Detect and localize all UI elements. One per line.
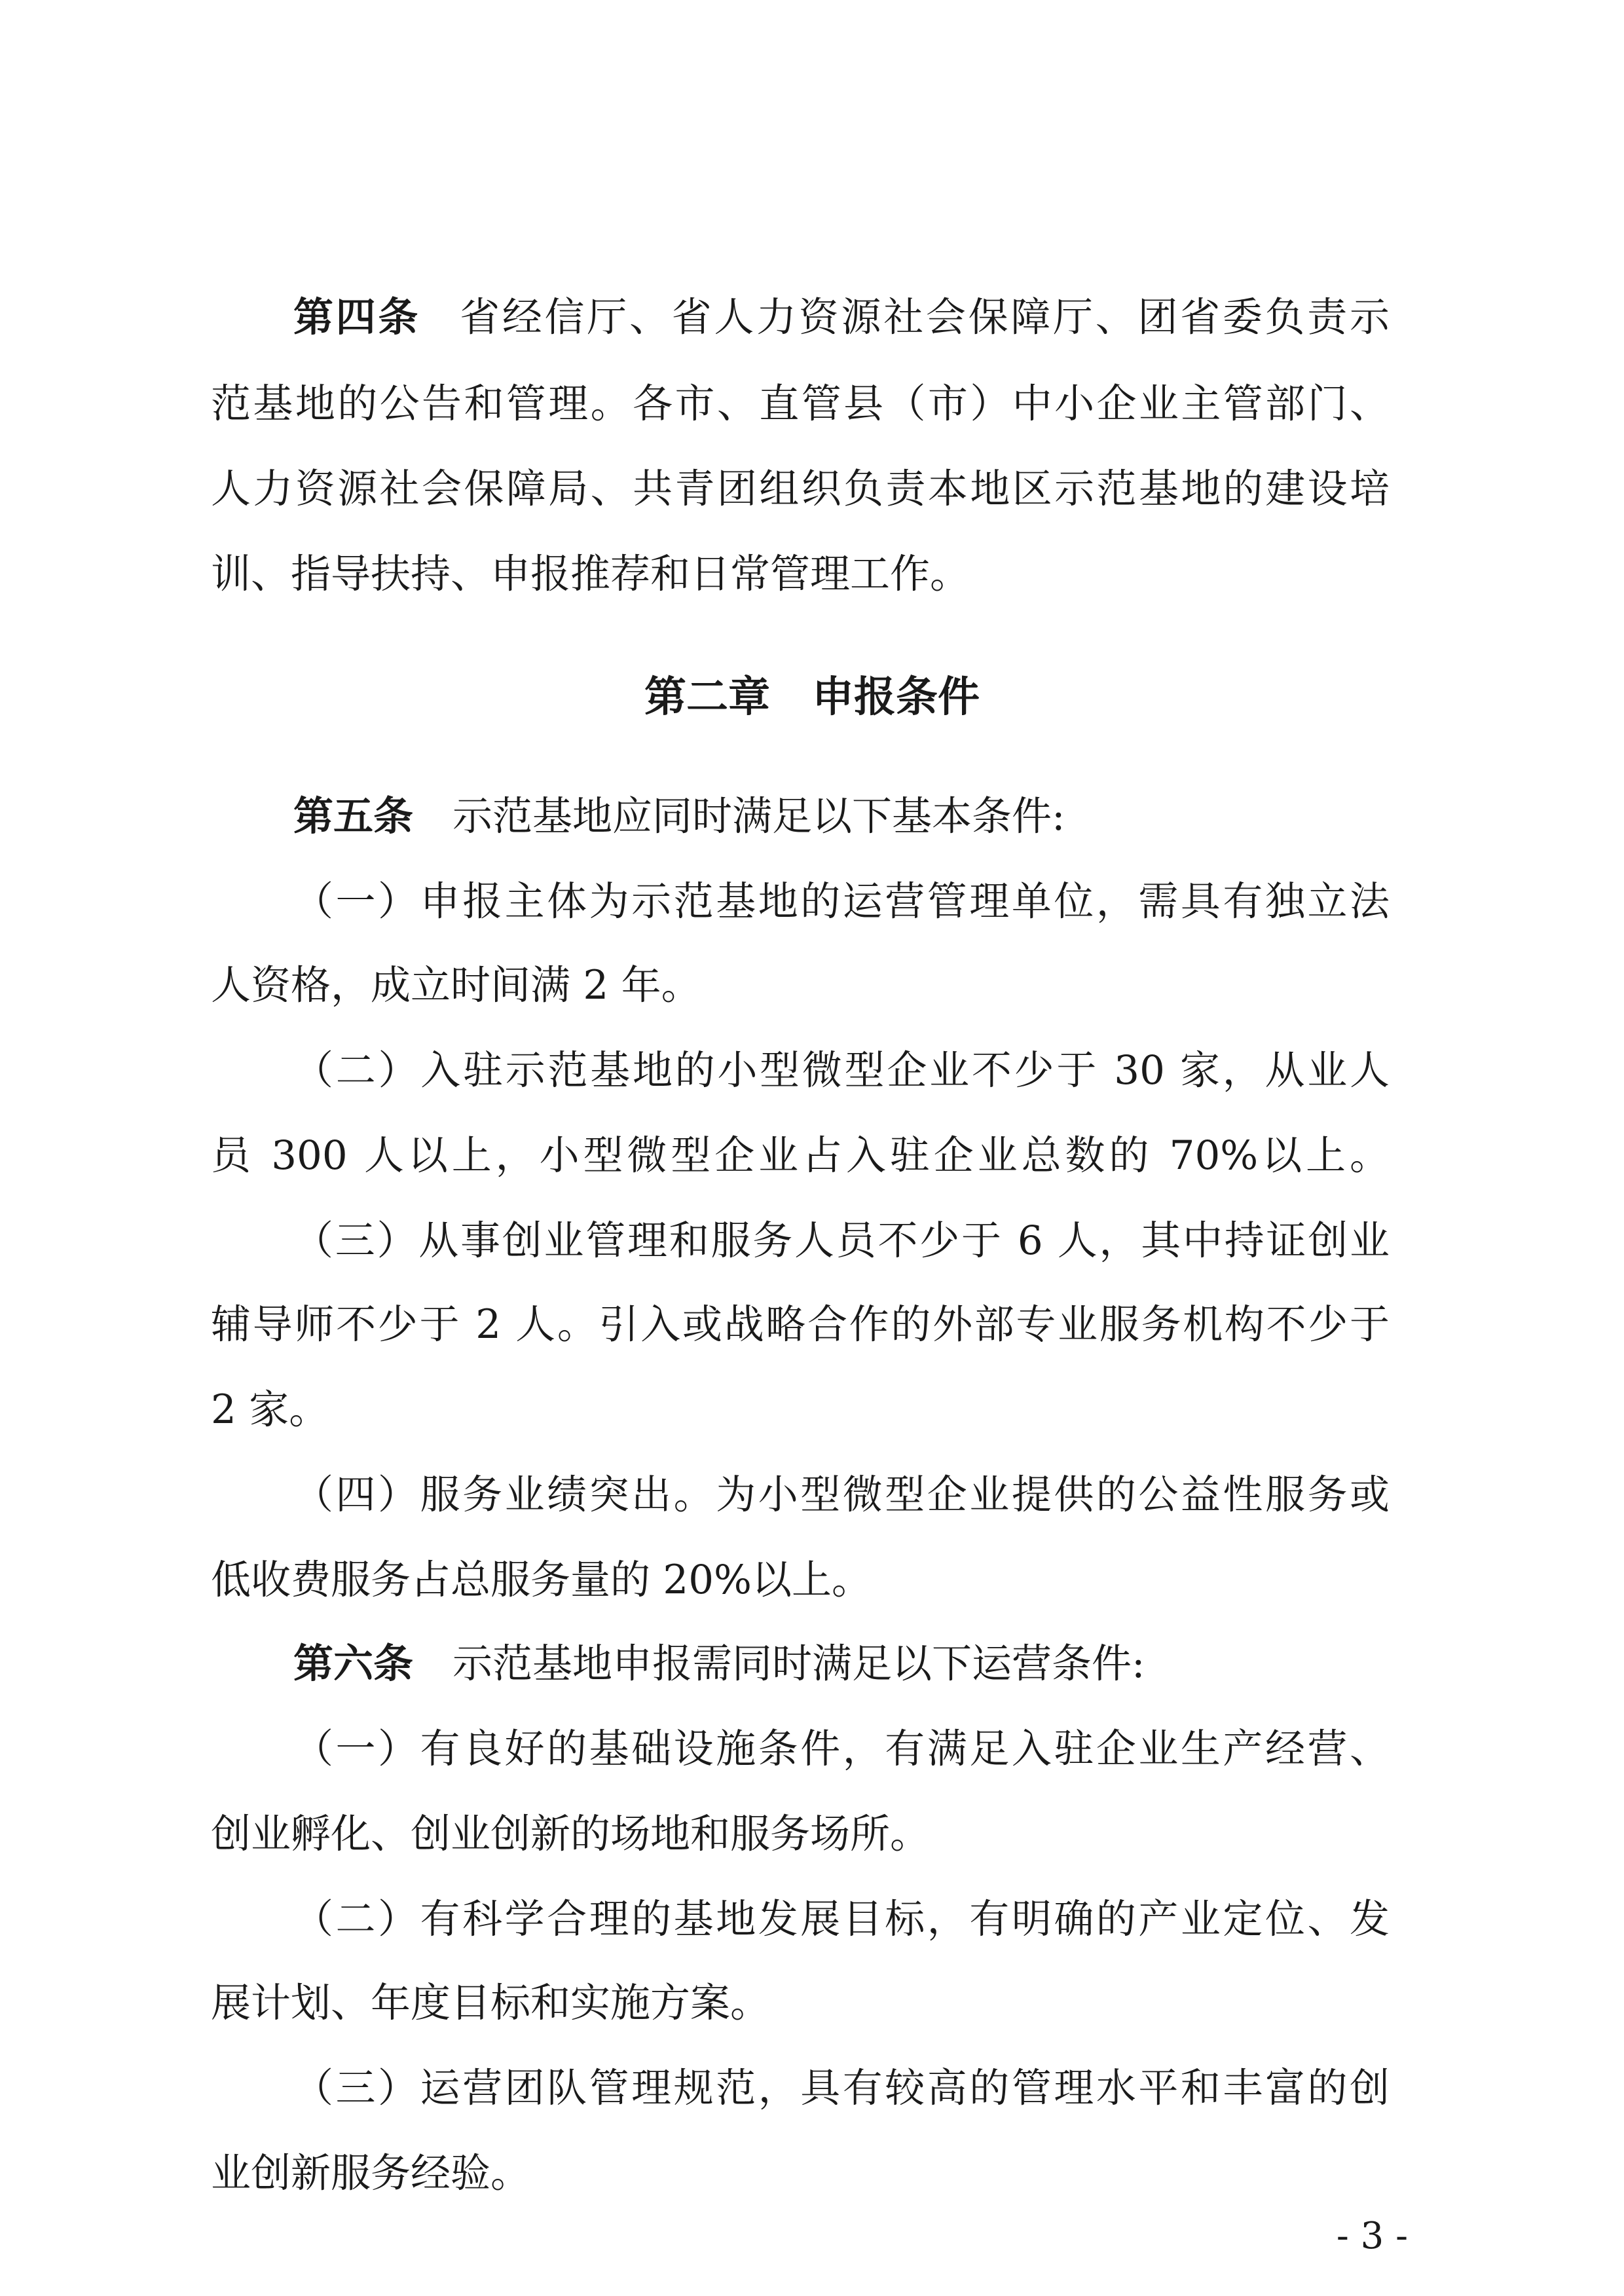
- article4-label: 第四条: [293, 294, 421, 341]
- article6-item1-line1: （一）有良好的基础设施条件，有满足入驻企业生产经营、: [293, 1726, 1390, 1772]
- article6-label: 第六条: [293, 1640, 414, 1687]
- article5-item4-line1: （四）服务业绩突出。为小型微型企业提供的公益性服务或: [293, 1472, 1390, 1518]
- article6-item1-line2: 创业孵化、创业创新的场地和服务场所。: [211, 1811, 931, 1857]
- article5-label: 第五条: [293, 793, 414, 840]
- article4-line3: 人力资源社会保障局、共青团组织负责本地区示范基地的建设培: [211, 466, 1390, 512]
- article5-item4-line2: 低收费服务占总服务量的 20%以上。: [211, 1557, 872, 1603]
- page-number: - 3 -: [1336, 2215, 1408, 2257]
- article5-intro-line: [293, 787, 1390, 846]
- article6-intro: 示范基地申报需同时满足以下运营条件:: [452, 1640, 1145, 1687]
- article4-line1: [293, 288, 1390, 347]
- article5-item3-line1: （三）从事创业管理和服务人员不少于 6 人，其中持证创业: [293, 1217, 1390, 1264]
- article6-item3-line2: 业创新服务经验。: [211, 2150, 531, 2196]
- article6-intro-line: [293, 1635, 1390, 1694]
- article5-item1-line1: （一）申报主体为示范基地的运营管理单位，需具有独立法: [293, 878, 1390, 925]
- article5-item3-line3: 2 家。: [211, 1386, 329, 1433]
- article4-line2: 范基地的公告和管理。各市、直管县（市）中小企业主管部门、: [211, 380, 1390, 427]
- article5-item2-line2: 员 300 人以上，小型微型企业占入驻企业总数的 70%以上。: [211, 1132, 1390, 1179]
- article4-line4: 训、指导扶持、申报推荐和日常管理工作。: [211, 551, 970, 597]
- article6-item2-line1: （二）有科学合理的基地发展目标，有明确的产业定位、发: [293, 1896, 1390, 1942]
- article5-intro: 示范基地应同时满足以下基本条件:: [452, 793, 1065, 840]
- article5-item2-line1: （二）入驻示范基地的小型微型企业不少于 30 家，从业人: [293, 1047, 1390, 1094]
- article5-item3-line2: 辅导师不少于 2 人。引入或战略合作的外部专业服务机构不少于: [211, 1301, 1390, 1348]
- article5-item1-line2: 人资格，成立时间满 2 年。: [211, 962, 701, 1009]
- article6-item2-line2: 展计划、年度目标和实施方案。: [211, 1980, 771, 2026]
- article4-text-line1: 省经信厅、省人力资源社会保障厅、团省委负责示: [460, 294, 1390, 341]
- article6-item3-line1: （三）运营团队管理规范，具有较高的管理水平和丰富的创: [293, 2065, 1390, 2111]
- chapter-heading: 第二章 申报条件: [644, 673, 980, 722]
